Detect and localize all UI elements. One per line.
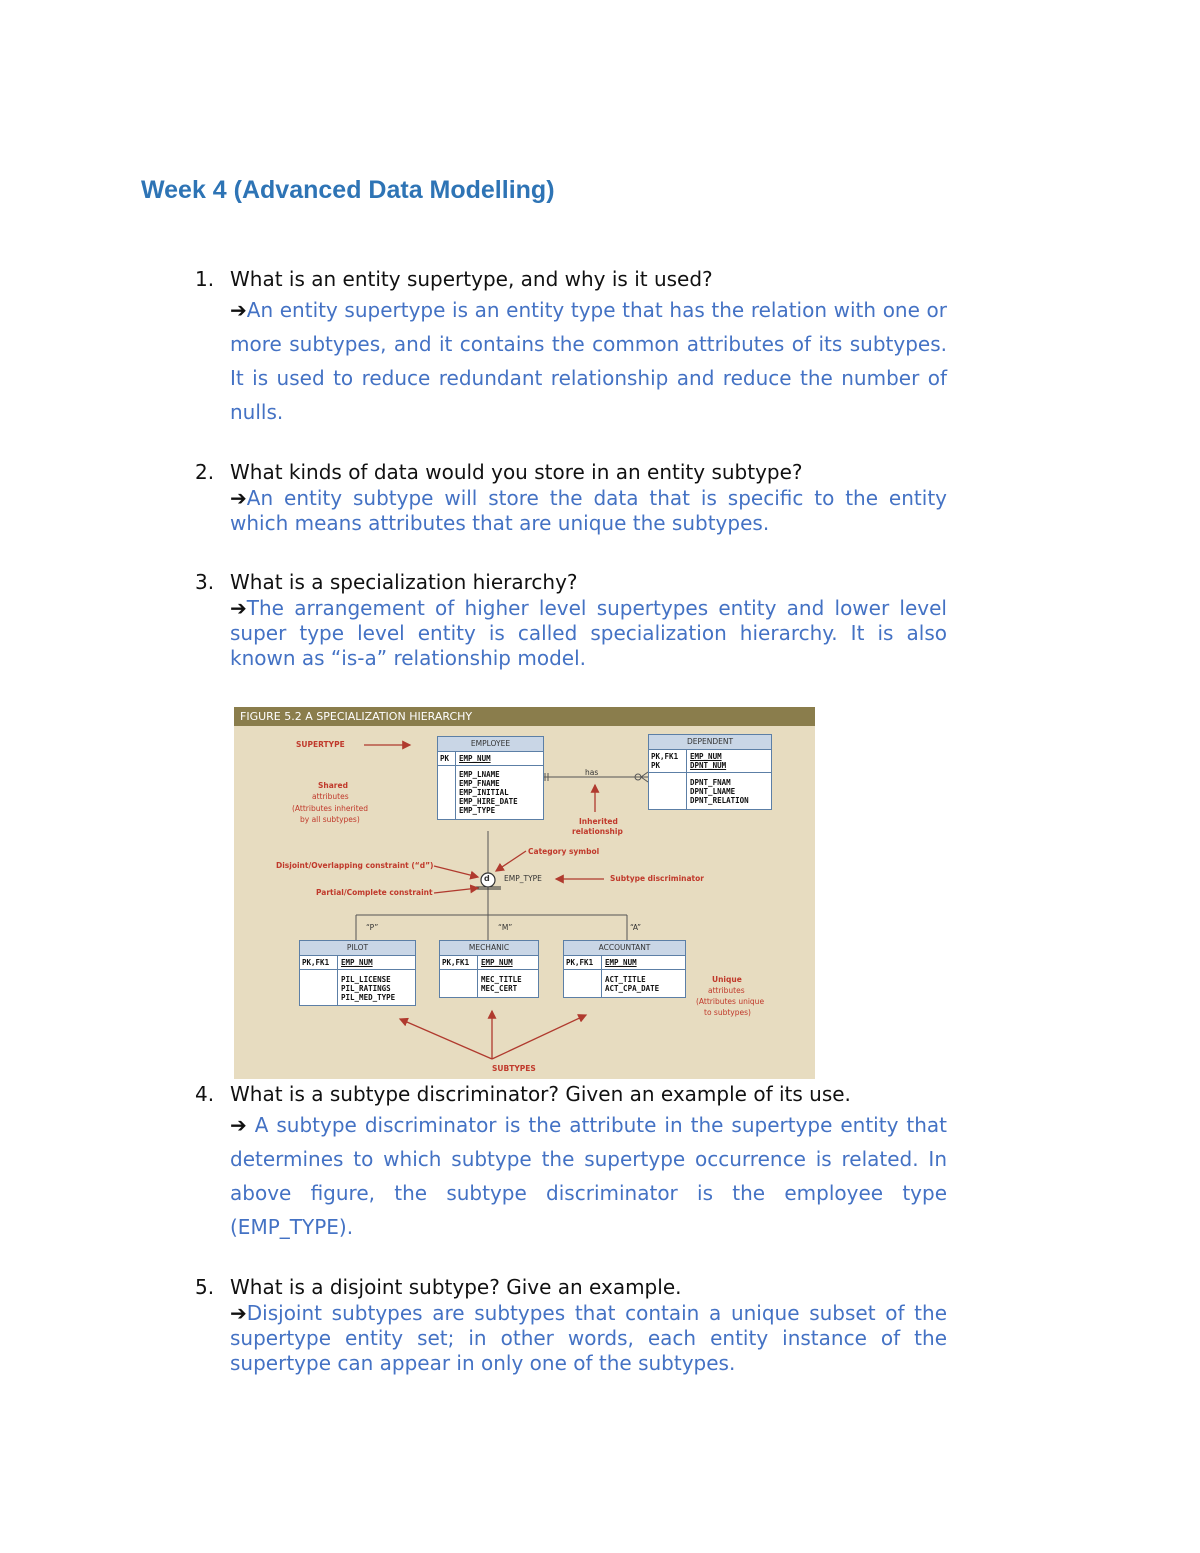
question-4 [195, 1081, 947, 1108]
question-number: 4. [195, 1082, 215, 1106]
pk-attribute: EMP_NUM [690, 752, 722, 761]
arrow-icon: ➔ [230, 1301, 247, 1325]
answer-text: An entity supertype is an entity type that has the relation with one or more subtypes, and it contains the common attributes of its subtypes. It is used to reduce redundant relationship and reduce the number of nulls. [230, 298, 947, 424]
question-3 [195, 569, 947, 596]
attribute: ACT_TITLE [605, 975, 646, 984]
question-text: What is an entity supertype, and why is it used? [230, 267, 713, 291]
pk-attribute: EMP_NUM [341, 958, 373, 967]
inherited-note-1: (Attributes inherited [292, 804, 369, 813]
supertype-label: SUPERTYPE [296, 740, 345, 749]
attribute: ACT_CPA_DATE [605, 984, 660, 993]
qa-item-5 [195, 1274, 947, 1376]
answer-3 [230, 596, 947, 671]
answer-4 [230, 1108, 947, 1244]
answer-text: An entity subtype will store the data that is specific to the entity which means attributes that are unique the subtypes. [230, 486, 947, 535]
pk-attribute: EMP_NUM [481, 958, 513, 967]
answer-text: The arrangement of higher level supertypes entity and lower level super type level entity is called specialization hierarchy. It is also known as “is-a” relationship model. [230, 596, 947, 670]
question-1 [195, 266, 947, 293]
inherited-relationship-label-2: relationship [572, 827, 623, 836]
entity-title: MECHANIC [440, 941, 538, 956]
attribute: EMP_LNAME [459, 770, 500, 779]
unique-label-1: Unique [712, 975, 742, 984]
question-text: What kinds of data would you store in an entity subtype? [230, 460, 803, 484]
inherited-relationship-label-1: Inherited [579, 817, 618, 826]
entity-dependent [648, 734, 772, 810]
question-number: 1. [195, 267, 215, 291]
disjoint-constraint-label: Disjoint/Overlapping constraint (“d”) [276, 861, 434, 870]
entity-title: PILOT [300, 941, 415, 956]
specialization-hierarchy-figure [234, 707, 815, 1079]
unique-label-4: to subtypes) [704, 1008, 751, 1017]
pk-cell: PK [651, 761, 661, 770]
question-5 [195, 1274, 947, 1301]
accountant-value-label: “A” [630, 923, 642, 932]
mechanic-value-label: “M” [498, 923, 513, 932]
qa-item-2 [195, 459, 947, 536]
pk-cell: PK,FK1 [440, 956, 478, 969]
question-text: What is a disjoint subtype? Give an example. [230, 1275, 682, 1299]
pk-cell: PK,FK1 [651, 752, 679, 761]
attribute: PIL_RATINGS [341, 984, 391, 993]
discriminator-attr-label: EMP_TYPE [504, 874, 542, 883]
answer-text: Disjoint subtypes are subtypes that contain a unique subset of the supertype entity set; in other words, each entity instance of the supertype can appear in only one of the subtypes. [230, 1301, 947, 1375]
inherited-note-2: by all subtypes) [300, 815, 360, 824]
unique-label-2: attributes [708, 986, 745, 995]
entity-accountant [563, 940, 686, 998]
arrow-icon: ➔ [230, 596, 247, 620]
answer-1 [230, 293, 947, 429]
attribute: DPNT_RELATION [690, 796, 749, 805]
qa-item-1 [195, 266, 947, 429]
question-text: What is a subtype discriminator? Given an example of its use. [230, 1082, 851, 1106]
has-label: has [585, 768, 599, 777]
attribute: EMP_HIRE_DATE [459, 797, 518, 806]
subtype-discriminator-label: Subtype discriminator [610, 874, 704, 883]
entity-pilot [299, 940, 416, 1006]
attribute: MEC_CERT [481, 984, 518, 993]
attribute: EMP_INITIAL [459, 788, 509, 797]
arrow-icon: ➔ [230, 298, 247, 322]
pk-cell: PK,FK1 [564, 956, 602, 969]
attribute: PIL_LICENSE [341, 975, 391, 984]
qa-item-3 [195, 569, 947, 671]
attributes-label: attributes [312, 792, 349, 801]
question-2 [195, 459, 947, 486]
question-number: 5. [195, 1275, 215, 1299]
entity-title: EMPLOYEE [438, 737, 543, 752]
question-text: What is a specialization hierarchy? [230, 570, 578, 594]
unique-label-3: (Attributes unique [696, 997, 765, 1006]
attribute: EMP_TYPE [459, 806, 496, 815]
entity-mechanic [439, 940, 539, 998]
attribute: DPNT_FNAM [690, 778, 731, 787]
subtypes-label: SUBTYPES [492, 1064, 536, 1073]
partial-constraint-label: Partial/Complete constraint [316, 888, 433, 897]
entity-employee [437, 736, 544, 820]
figure-header: FIGURE 5.2 A SPECIALIZATION HIERARCHY [234, 707, 815, 726]
attribute: EMP_FNAME [459, 779, 500, 788]
question-number: 3. [195, 570, 215, 594]
shared-label: Shared [318, 781, 348, 790]
category-symbol-label: Category symbol [528, 847, 600, 856]
pk-attribute: EMP_NUM [459, 754, 491, 763]
pk-attribute: EMP_NUM [605, 958, 637, 967]
answer-text: A subtype discriminator is the attribute in the supertype entity that determines to which subtype the supertype occurrence is related. In above figure, the subtype discriminator is the employee type (EMP_TYPE). [230, 1113, 948, 1239]
attribute: MEC_TITLE [481, 975, 522, 984]
qa-item-4 [195, 1081, 947, 1244]
pk-cell: PK,FK1 [300, 956, 338, 969]
attribute: PIL_MED_TYPE [341, 993, 396, 1002]
arrow-icon: ➔ [230, 1113, 255, 1137]
arrow-icon: ➔ [230, 486, 247, 510]
answer-5 [230, 1301, 947, 1376]
attribute: DPNT_LNAME [690, 787, 736, 796]
pk-attribute: DPNT_NUM [690, 761, 727, 770]
entity-title: ACCOUNTANT [564, 941, 685, 956]
page-title: Week 4 (Advanced Data Modelling) [141, 176, 555, 204]
pilot-value-label: “P” [366, 923, 379, 932]
pk-cell: PK [438, 752, 456, 765]
entity-title: DEPENDENT [649, 735, 771, 750]
question-number: 2. [195, 460, 215, 484]
category-d-symbol: d [484, 874, 490, 883]
answer-2 [230, 486, 947, 536]
